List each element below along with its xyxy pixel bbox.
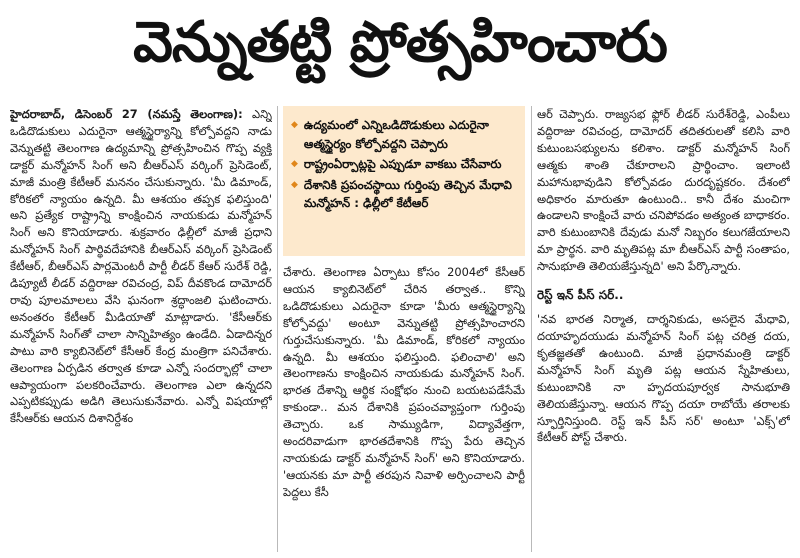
- column1-text: ఎన్ని ఒడిదొడుకులు ఎదురైనా ఆత్మస్థైర్యాన్ని కోల్పోవద్దని నాడు వెన్నుతట్టి తెలంగాణ ఉద్యమాన్ని ప్రోత్సహించిన గొప్ప వ్యక్తి డాక్టర్ మన్మోహన్ సింగ్ అని బీఆర్ఎస్ వర్కింగ్ ప్రెసిడెంట్, మాజీ మంత్రి కేటీఆర్ మననం చేసుకున్నారు. 'మీ డిమాండ్, కోరికలో న్యాయం ఉన్నది. మీ ఆశయం తప్పక ఫలిస్తుంది' అని ప్రత్యేక రాష్ట్రాన్ని కాంక్షించిన నాయకుడు మన్మోహన్ సింగ్ అని కొనియాడారు. శుక్రవారం ఢిల్లీలో మాజీ ప్రధాని మన్మోహన్ సింగ్ పార్థివదేహానికి బీఆర్ఎస్ వర్కింగ్ ప్రెసిడెంట్ కేటీఆర్, బీఆర్ఎస్ పార్లమెంటరీ పార్టీ లీడర్ కేఆర్ సురేశ్ రెడ్డి, డిప్యూటీ లీడర్ వద్దిరాజు రవిచంద్ర, విప్ దీవకొండ దామోదర్ రావు పూలమాలలు వేసి ఘనంగా శ్రద్ధాంజలి ఘటించారు. అనంతరం కేటీఆర్ మీడియాతో మాట్లాడారు. 'కేసీఆర్‌కు మన్మోహన్ సింగ్‌తో చాలా సాన్నిహిత్యం ఉండేది. ఏడాదిన్నర పాటు వారి క్యాబినెట్‌లో కేసీఆర్ కేంద్ర మంత్రిగా పనిచేశారు. తెలంగాణ ఏర్పడిన తర్వాత కూడా ఎన్నో సందర్భాల్లో చాలా ఆప్యాయంగా పలకరించేవారు. తెలంగాణ ఎలా ఉన్నదని ఎప్పటికప్పుడు అడిగి తెలుసుకునేవారు. ఎన్నో విషయాల్లో కేసీఆర్‌కు ఆయన దిశానిర్దేశం: [10, 107, 272, 426]
- highlight-item: [291, 116, 517, 153]
- section-subhead: రెస్ట్ ఇన్ పీస్ సర్..: [537, 288, 624, 303]
- diamond-bullet-icon: ◆: [291, 179, 298, 190]
- article-column-3: [537, 106, 790, 552]
- highlight-item: [291, 155, 517, 174]
- column-divider: [277, 106, 278, 552]
- headline: వెన్నుతట్టి ప్రోత్సహించారు: [133, 9, 667, 75]
- article-column-2: [283, 106, 525, 552]
- diamond-bullet-icon: ◆: [291, 120, 298, 130]
- highlight-text: దేశానికి ప్రపంచస్థాయి గుర్తింపు తెచ్చిన మేధావి మన్మోహన్ : ఢిల్లీలో కేటీఆర్: [303, 177, 512, 210]
- highlight-box: [283, 106, 525, 256]
- column-divider: [531, 106, 532, 552]
- diamond-bullet-icon: ◆: [291, 159, 298, 169]
- article-body-1: [10, 106, 272, 427]
- article-body-2: చేశారు. తెలంగాణ ఏర్పాటు కోసం 2004లో కేసీఆర్ ఆయన క్యాబినెట్‌లో చేరిన తర్వాత.. కొన్ని ఒడిదొడుకులు ఎదురైనా కూడా 'మీరు ఆత్మస్థైర్యాన్ని కోల్పోవద్దు' అంటూ వెన్నుతట్టి ప్రోత్సహించారని గుర్తుచేసుకున్నారు. 'మీ డిమాండ్, కోరికలో న్యాయం ఉన్నది. మీ ఆశయం ఫలిస్తుంది. ఫలించాలి' అని తెలంగాణను కాంక్షించిన నాయకుడు మన్మోహన్ సింగ్. భారత దేశాన్ని ఆర్థిక సంక్షోభం నుంచి బయటపడేసేమే కాకుండా.. మన దేశానికి ప్రపంచవ్యాప్తంగా గుర్తింపు తెచ్చారు. ఒక సామ్యుడిగా, విద్యావేత్తగా, అందరివాడుగా భారతదేశానికి గొప్ప పేరు తెచ్చిన నాయకుడు డాక్టర్ మన్మోహన్ సింగ్' అని కొనియాడారు. 'ఆయనకు మా పార్టీ తరపున నివాళి అర్పించాలని పార్టీ పెద్దలు కేసీ: [283, 265, 525, 499]
- highlight-item: [291, 176, 517, 213]
- highlight-text: ఉద్యమంలో ఎన్నిఒడిదొడుకులు ఎదురైనా ఆత్మస్థైర్యం కోల్పోవద్దని చెప్పారు: [303, 118, 489, 151]
- article-body-3: ఆర్ చెప్పారు. రాజ్యసభ ఫ్లోర్ లీడర్ సురేశ్‌రెడ్డి, ఎంపీలు వద్దిరాజు రవిచంద్ర, దామోదర్ తదితరులతో కలిసి వారి కుటుంబసభ్యులను కలిశాం. డాక్టర్ మన్మోహన్ సింగ్ ఆత్మకు శాంతి చేకూరాలని ప్రార్థించాం. ఇలాంటి మహానుభావుడిని కోల్పోవడం దురదృష్టకరం. దేశంలో అధికారం మారుతూ ఉంటుంది.. కానీ దేశం మంచిగా ఉండాలని కాంక్షించే వారు చనిపోవడం అత్యంత బాధాకరం. వారి కుటుంబానికి దేవుడు మనో నిబ్బరం కలుగజేయాలని మా ప్రార్థన. వారి మృతిపట్ల మా బీఆర్ఎస్ పార్టీ సంతాపం, సానుభూతి తెలియజేస్తున్నది' అని పేర్కొన్నారు.: [537, 107, 790, 274]
- highlight-text: రాష్ట్రంఏర్పాట్లపై ఎప్పుడూ వాకబు చేసేవారు: [303, 157, 502, 171]
- article-body-4: 'నవ భారత నిర్మాత, దార్శనికుడు, అసలైన మేధావి, దయాహృదయుడు మన్మోహన్ సింగ్ పట్ల చరిత్ర దయ, కృతజ్ఞతతో ఉంటుంది. మాజీ ప్రధానమంత్రి డాక్టర్ మన్మోహన్ సింగ్ మృతి పట్ల ఆయన స్నేహితులు, కుటుంబానికి నా హృదయపూర్వక సానుభూతి తెలియజేస్తున్నా. ఆయన గొప్ప దయా రాబోయే తరాలకు స్ఫూర్తినిస్తుంది. రెస్ట్ ఇన్ పీస్ సర్' అంటూ 'ఎక్స్'లో కేటీఆర్ పోస్ట్ చేశారు.: [537, 312, 790, 445]
- dateline: హైదరాబాద్, డిసెంబర్ 27 (నమస్తే తెలంగాణ):: [10, 107, 243, 121]
- article-column-1: [10, 106, 272, 552]
